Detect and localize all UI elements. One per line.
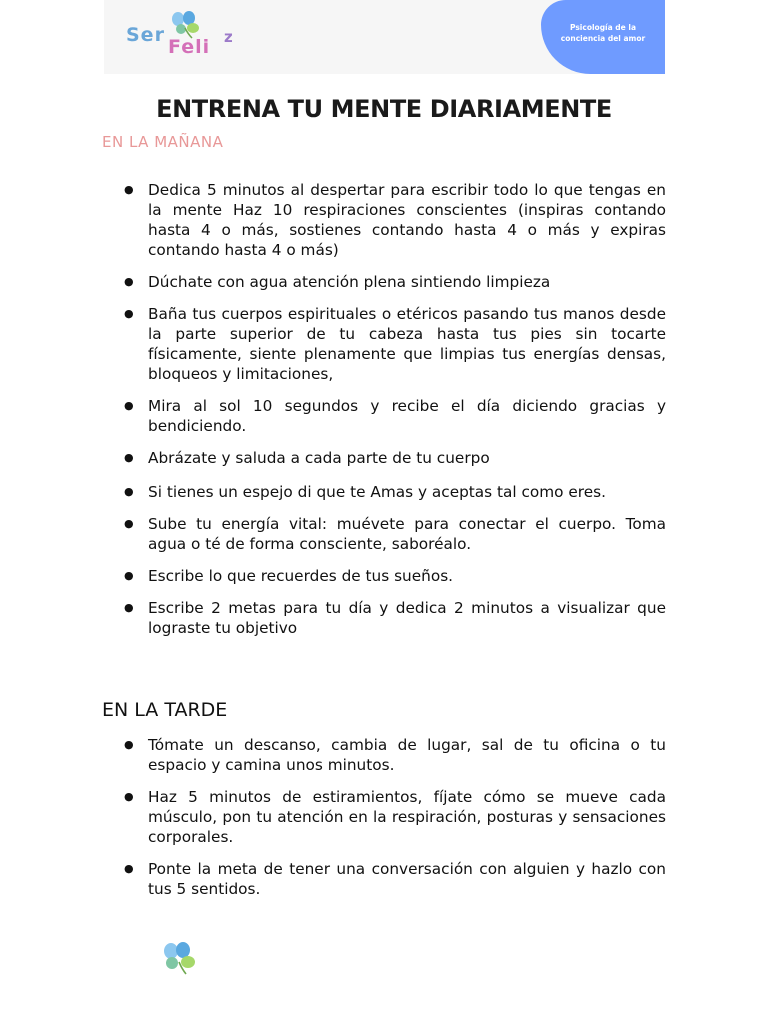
logo-text-z: z xyxy=(224,28,233,46)
list-item: ● Ponte la meta de tener una conversación con alguien y hazlo con tus 5 sentidos. xyxy=(120,859,666,899)
section-heading-morning: EN LA MAÑANA xyxy=(102,133,224,151)
serfeliz-logo xyxy=(126,10,236,66)
list-item: ● Escribe lo que recuerdes de tus sueños. xyxy=(120,566,666,586)
page-title: ENTRENA TU MENTE DIARIAMENTE xyxy=(156,95,612,123)
list-item: ● Si tienes un espejo di que te Amas y aceptas tal como eres. xyxy=(120,482,666,502)
badge-line-1: Psicología de la xyxy=(569,23,637,32)
footer-flower-icon xyxy=(158,940,200,976)
badge-line-2: conciencia del amor xyxy=(560,34,646,43)
list-item: ● Baña tus cuerpos espirituales o etéricos pasando tus manos desde la parte superior de tu cabeza hasta tus pies sin tocarte físicamente, siente plenamente que limpias tus energías densas, bloqueos y limitaciones, xyxy=(120,304,666,384)
afternoon-list xyxy=(120,735,666,899)
list-item: ● Escribe 2 metas para tu día y dedica 2 minutos a visualizar que lograste tu objetivo xyxy=(120,598,666,638)
list-item: ● Haz 5 minutos de estiramientos, fíjate cómo se mueve cada músculo, pon tu atención en la respiración, posturas y sensaciones corporales. xyxy=(120,787,666,847)
list-item: ● Dúchate con agua atención plena sintiendo limpieza xyxy=(120,272,666,292)
section-heading-afternoon: EN LA TARDE xyxy=(102,699,228,721)
list-item: ● Mira al sol 10 segundos y recibe el día diciendo gracias y bendiciendo. xyxy=(120,396,666,436)
list-item: ● Tómate un descanso, cambia de lugar, sal de tu oficina o tu espacio y camina unos minutos. xyxy=(120,735,666,775)
logo-text-ser: Ser xyxy=(126,24,165,46)
list-item: ● Abrázate y saluda a cada parte de tu cuerpo xyxy=(120,448,666,468)
list-item: ● Sube tu energía vital: muévete para conectar el cuerpo. Toma agua o té de forma consciente, saboréalo. xyxy=(120,514,666,554)
logo-text-feliz: Feli xyxy=(168,36,211,58)
morning-list xyxy=(120,180,666,638)
brand-badge xyxy=(541,0,665,74)
list-item: ● Dedica 5 minutos al despertar para escribir todo lo que tengas en la mente Haz 10 respiraciones conscientes (inspiras contando hasta 4 o más, sostienes contando hasta 4 o más y expiras contando hasta 4 o más) xyxy=(120,180,666,260)
